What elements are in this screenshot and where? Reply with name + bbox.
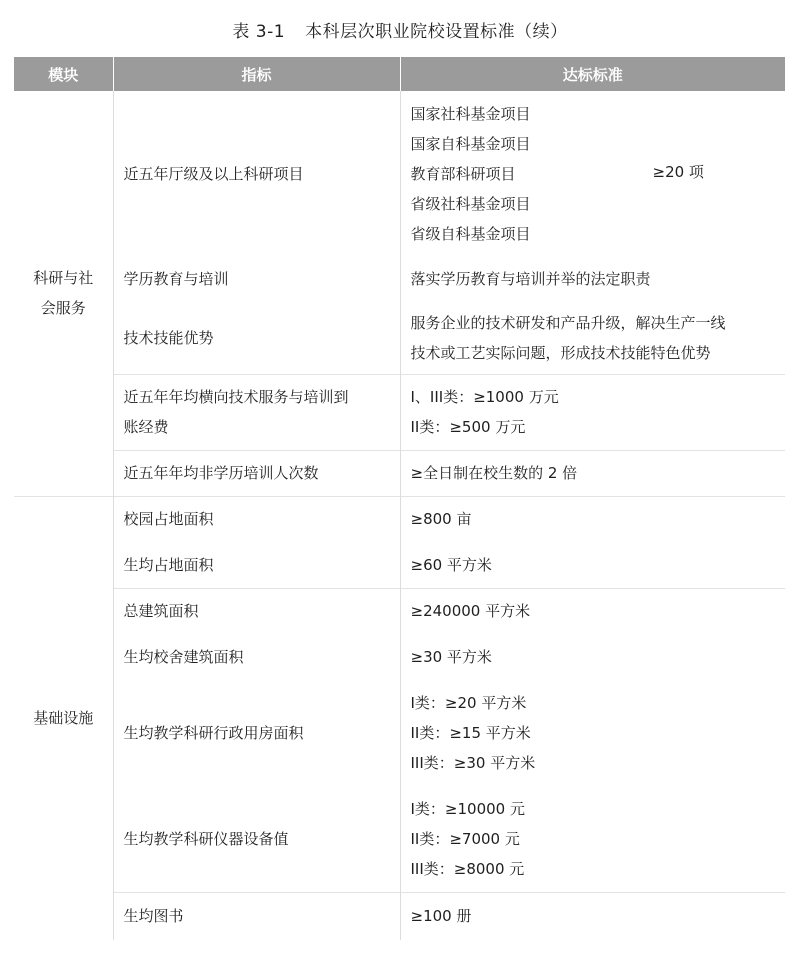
standard-line: I类：≥10000 元 [410, 799, 525, 818]
header-indicator: 指标 [113, 57, 400, 91]
table-row [14, 374, 785, 450]
table-row [14, 450, 785, 496]
standard-cell [400, 91, 785, 256]
standards-table [14, 57, 785, 940]
table-row [14, 256, 785, 302]
standard-line: 技术或工艺实际问题，形成技术技能特色优势 [410, 343, 711, 362]
standard-line: III类：≥30 平方米 [410, 754, 536, 772]
table-row [14, 91, 785, 256]
standard-cell: ≥全日制在校生数的 2 倍 [400, 450, 785, 496]
standard-line: II类：≥7000 元 [410, 829, 520, 848]
table-row [14, 588, 785, 634]
standard-cell: ≥800 亩 [400, 496, 785, 542]
indicator-cell: 生均校舍建筑面积 [113, 634, 400, 680]
indicator-cell [113, 374, 400, 450]
project-count: ≥20 项 [652, 163, 704, 181]
standard-cell [400, 374, 785, 450]
module-cell-research [14, 91, 113, 496]
indicator-cell: 总建筑面积 [113, 588, 400, 634]
standard-line: 国家自科基金项目 [410, 134, 531, 153]
standard-cell: ≥100 册 [400, 892, 785, 940]
indicator-cell: 生均图书 [113, 892, 400, 940]
indicator-cell: 校园占地面积 [113, 496, 400, 542]
standard-cell [400, 680, 785, 786]
standard-cell: ≥30 平方米 [410, 648, 492, 666]
table-row [14, 634, 785, 680]
header-standard: 达标标准 [400, 57, 785, 91]
standard-line: 教育部科研项目 [410, 164, 516, 183]
standard-line: I类：≥20 平方米 [410, 694, 527, 712]
indicator-cell: 生均占地面积 [113, 542, 400, 588]
standard-cell: ≥240000 平方米 [400, 588, 785, 634]
indicator-cell: 生均教学科研仪器设备值 [113, 786, 400, 892]
table-row [14, 542, 785, 588]
table-row [14, 496, 785, 542]
module-cell-infrastructure [14, 496, 113, 940]
table-number: 表 3-1 [232, 22, 286, 42]
standard-line: I、III类：≥1000 万元 [410, 388, 559, 406]
standard-line: 省级社科基金项目 [410, 194, 531, 213]
header-module: 模块 [14, 57, 113, 91]
table-row [14, 892, 785, 940]
standard-cell [400, 302, 785, 374]
indicator-cell: 生均教学科研行政用房面积 [113, 680, 400, 786]
table-row [14, 302, 785, 374]
standard-line: 省级自科基金项目 [410, 224, 531, 243]
standard-cell [400, 786, 785, 892]
standard-cell: 落实学历教育与培训并举的法定职责 [410, 270, 651, 288]
indicator-line: 账经费 [123, 418, 169, 436]
standard-cell: ≥60 平方米 [410, 555, 492, 574]
table-row [14, 786, 785, 892]
table-header-row [14, 57, 785, 91]
indicator-line: 近五年年均横向技术服务与培训到 [123, 388, 349, 406]
module-label: 基础设施 [33, 709, 94, 728]
indicator-cell: 学历教育与培训 [113, 256, 400, 302]
table-caption [0, 17, 800, 42]
indicator-cell: 近五年厅级及以上科研项目 [113, 91, 400, 256]
module-label: 科研与社会服务 [33, 269, 94, 318]
standard-line: III类：≥8000 元 [410, 859, 525, 878]
indicator-cell: 近五年年均非学历培训人次数 [113, 450, 400, 496]
table-row [14, 680, 785, 786]
standard-line: 国家社科基金项目 [410, 104, 531, 123]
standard-line: II类：≥15 平方米 [410, 724, 531, 742]
table-title: 本科层次职业院校设置标准（续） [305, 22, 568, 42]
standard-line: 服务企业的技术研发和产品升级，解决生产一线 [410, 313, 726, 332]
indicator-cell: 技术技能优势 [113, 302, 400, 374]
standard-line: II类：≥500 万元 [410, 418, 526, 436]
